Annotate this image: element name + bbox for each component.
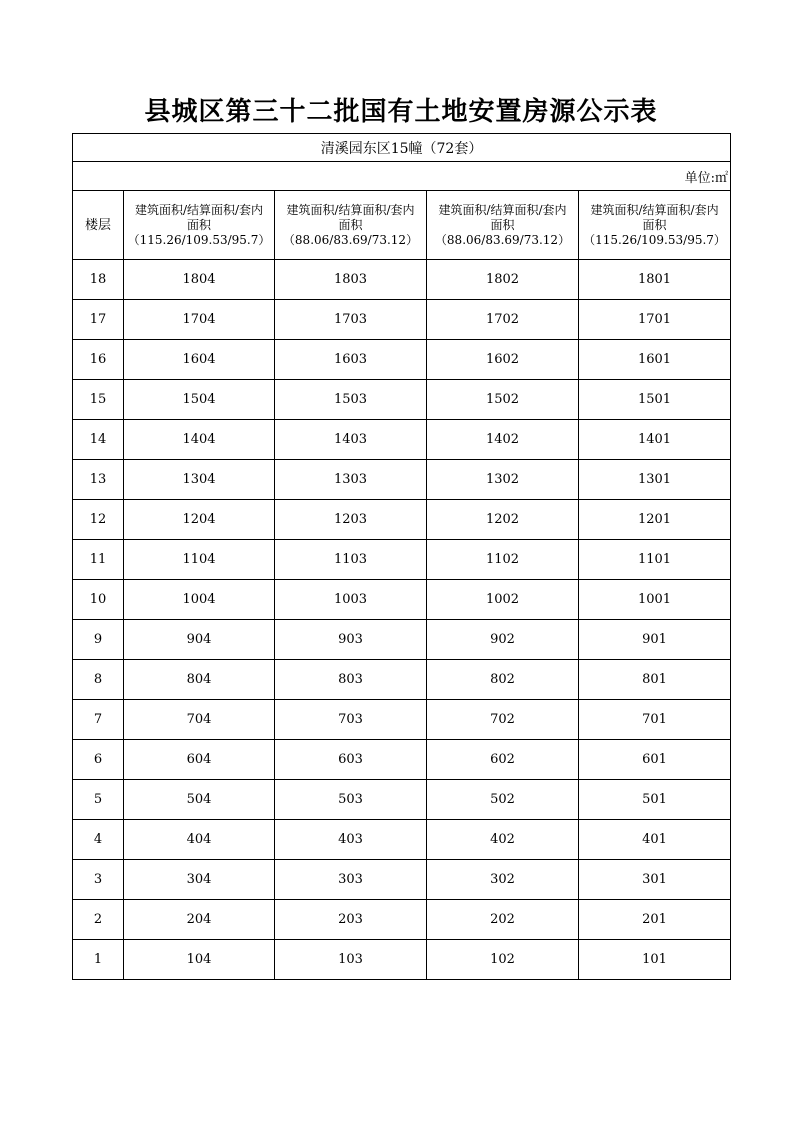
room-number-cell: 1004 xyxy=(124,580,275,620)
room-number-cell: 804 xyxy=(124,660,275,700)
header-line2: 面积 xyxy=(642,217,667,232)
room-number-cell: 1101 xyxy=(579,540,731,580)
header-line3: （115.26/109.53/95.7） xyxy=(127,232,271,247)
header-line1: 建筑面积/结算面积/套内 xyxy=(590,202,719,217)
table-row xyxy=(73,300,731,340)
table-row xyxy=(73,900,731,940)
floor-cell: 3 xyxy=(73,860,124,900)
room-number-cell: 303 xyxy=(275,860,427,900)
room-number-cell: 204 xyxy=(124,900,275,940)
room-number-cell: 803 xyxy=(275,660,427,700)
table-row xyxy=(73,260,731,300)
room-number-cell: 1704 xyxy=(124,300,275,340)
room-number-cell: 304 xyxy=(124,860,275,900)
unit-label: 单位:㎡ xyxy=(73,162,731,191)
room-number-cell: 1204 xyxy=(124,500,275,540)
floor-cell: 7 xyxy=(73,700,124,740)
floor-cell: 8 xyxy=(73,660,124,700)
unit-row xyxy=(73,162,731,191)
room-number-cell: 101 xyxy=(579,940,731,980)
room-number-cell: 201 xyxy=(579,900,731,940)
floor-cell: 18 xyxy=(73,260,124,300)
room-number-cell: 1502 xyxy=(427,380,579,420)
floor-cell: 1 xyxy=(73,940,124,980)
header-line2: 面积 xyxy=(186,217,211,232)
room-number-cell: 802 xyxy=(427,660,579,700)
table-row xyxy=(73,420,731,460)
room-number-cell: 102 xyxy=(427,940,579,980)
floor-cell: 12 xyxy=(73,500,124,540)
floor-cell: 10 xyxy=(73,580,124,620)
room-number-cell: 1402 xyxy=(427,420,579,460)
room-number-cell: 1003 xyxy=(275,580,427,620)
room-number-cell: 504 xyxy=(124,780,275,820)
unit-column-header xyxy=(579,191,731,260)
room-number-cell: 904 xyxy=(124,620,275,660)
room-number-cell: 1202 xyxy=(427,500,579,540)
room-number-cell: 1702 xyxy=(427,300,579,340)
floor-cell: 5 xyxy=(73,780,124,820)
room-number-cell: 104 xyxy=(124,940,275,980)
room-number-cell: 1302 xyxy=(427,460,579,500)
room-number-cell: 1403 xyxy=(275,420,427,460)
table-row xyxy=(73,820,731,860)
floor-cell: 16 xyxy=(73,340,124,380)
floor-cell: 4 xyxy=(73,820,124,860)
room-number-cell: 704 xyxy=(124,700,275,740)
floor-cell: 14 xyxy=(73,420,124,460)
floor-cell: 15 xyxy=(73,380,124,420)
header-line1: 建筑面积/结算面积/套内 xyxy=(134,202,264,217)
room-number-cell: 1002 xyxy=(427,580,579,620)
header-row xyxy=(73,191,731,260)
room-number-cell: 1501 xyxy=(579,380,731,420)
room-number-cell: 1304 xyxy=(124,460,275,500)
room-number-cell: 1802 xyxy=(427,260,579,300)
floor-cell: 6 xyxy=(73,740,124,780)
table-row xyxy=(73,780,731,820)
block-name: 清溪园东区15幢（72套） xyxy=(73,134,731,162)
room-number-cell: 603 xyxy=(275,740,427,780)
table-row xyxy=(73,340,731,380)
table-row xyxy=(73,740,731,780)
room-number-cell: 801 xyxy=(579,660,731,700)
room-number-cell: 604 xyxy=(124,740,275,780)
table-row xyxy=(73,860,731,900)
floor-cell: 11 xyxy=(73,540,124,580)
header-line1: 建筑面积/结算面积/套内 xyxy=(286,202,415,217)
room-number-cell: 602 xyxy=(427,740,579,780)
room-number-cell: 1703 xyxy=(275,300,427,340)
room-number-cell: 902 xyxy=(427,620,579,660)
room-number-cell: 903 xyxy=(275,620,427,660)
floor-cell: 13 xyxy=(73,460,124,500)
room-number-cell: 1303 xyxy=(275,460,427,500)
housing-table xyxy=(72,133,731,980)
header-line2: 面积 xyxy=(490,217,515,232)
room-number-cell: 601 xyxy=(579,740,731,780)
header-line3: （115.26/109.53/95.7） xyxy=(583,232,726,247)
room-number-cell: 1604 xyxy=(124,340,275,380)
room-number-cell: 202 xyxy=(427,900,579,940)
table-row xyxy=(73,580,731,620)
table-row xyxy=(73,460,731,500)
room-number-cell: 203 xyxy=(275,900,427,940)
room-number-cell: 1504 xyxy=(124,380,275,420)
header-line3: （88.06/83.69/73.12） xyxy=(434,232,571,247)
room-number-cell: 1104 xyxy=(124,540,275,580)
unit-column-header xyxy=(275,191,427,260)
room-number-cell: 901 xyxy=(579,620,731,660)
floor-cell: 9 xyxy=(73,620,124,660)
table-row xyxy=(73,500,731,540)
room-number-cell: 1603 xyxy=(275,340,427,380)
room-number-cell: 103 xyxy=(275,940,427,980)
room-number-cell: 1602 xyxy=(427,340,579,380)
block-name-row xyxy=(73,134,731,162)
room-number-cell: 1701 xyxy=(579,300,731,340)
table-row xyxy=(73,700,731,740)
room-number-cell: 1404 xyxy=(124,420,275,460)
room-number-cell: 1803 xyxy=(275,260,427,300)
room-number-cell: 402 xyxy=(427,820,579,860)
room-number-cell: 302 xyxy=(427,860,579,900)
room-number-cell: 1801 xyxy=(579,260,731,300)
room-number-cell: 701 xyxy=(579,700,731,740)
room-number-cell: 502 xyxy=(427,780,579,820)
room-number-cell: 1001 xyxy=(579,580,731,620)
room-number-cell: 1503 xyxy=(275,380,427,420)
room-number-cell: 1401 xyxy=(579,420,731,460)
floor-cell: 2 xyxy=(73,900,124,940)
floor-header: 楼层 xyxy=(73,191,124,260)
room-number-cell: 503 xyxy=(275,780,427,820)
page-title: 县城区第三十二批国有土地安置房源公示表 xyxy=(144,97,658,127)
room-number-cell: 501 xyxy=(579,780,731,820)
room-number-cell: 301 xyxy=(579,860,731,900)
table-row xyxy=(73,380,731,420)
header-line3: （88.06/83.69/73.12） xyxy=(282,232,419,247)
header-line1: 建筑面积/结算面积/套内 xyxy=(438,202,567,217)
room-number-cell: 404 xyxy=(124,820,275,860)
room-number-cell: 401 xyxy=(579,820,731,860)
unit-column-header xyxy=(124,191,275,260)
header-line2: 面积 xyxy=(338,217,363,232)
room-number-cell: 1301 xyxy=(579,460,731,500)
floor-cell: 17 xyxy=(73,300,124,340)
unit-column-header xyxy=(427,191,579,260)
table-row xyxy=(73,540,731,580)
room-number-cell: 1102 xyxy=(427,540,579,580)
room-number-cell: 703 xyxy=(275,700,427,740)
table-row xyxy=(73,620,731,660)
table-row xyxy=(73,660,731,700)
room-number-cell: 702 xyxy=(427,700,579,740)
room-number-cell: 403 xyxy=(275,820,427,860)
table-row xyxy=(73,940,731,980)
room-number-cell: 1203 xyxy=(275,500,427,540)
room-number-cell: 1103 xyxy=(275,540,427,580)
room-number-cell: 1601 xyxy=(579,340,731,380)
room-number-cell: 1201 xyxy=(579,500,731,540)
room-number-cell: 1804 xyxy=(124,260,275,300)
